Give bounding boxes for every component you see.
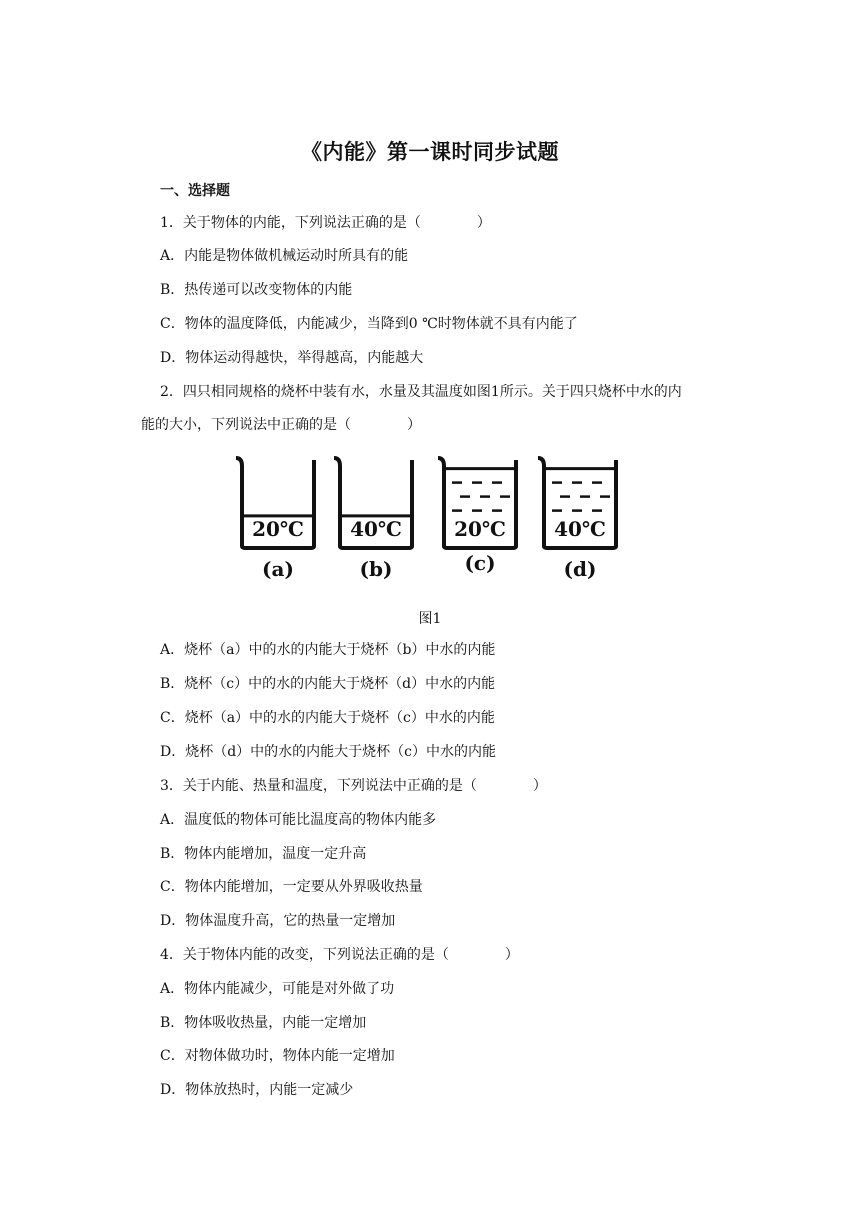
beaker-1 bbox=[236, 458, 314, 581]
document-title: 《内能》第一课时同步试题 bbox=[301, 140, 559, 164]
question-4-stem: 4．关于物体内能的改变，下列说法正确的是（ ） bbox=[160, 947, 519, 963]
beaker-temperature: 40℃ bbox=[554, 517, 606, 541]
question-3-option-c: C．物体内能增加，一定要从外界吸收热量 bbox=[160, 879, 423, 895]
beaker-temperature: 40℃ bbox=[350, 517, 402, 541]
question-2-option-a: A．烧杯（a）中的水的内能大于烧杯（b）中水的内能 bbox=[160, 642, 496, 658]
question-4-option-b: B．物体吸收热量，内能一定增加 bbox=[160, 1015, 367, 1031]
beaker-label: (b) bbox=[359, 557, 393, 581]
beaker-figure-svg bbox=[232, 448, 632, 593]
beaker-2 bbox=[334, 458, 412, 581]
question-1-stem: 1．关于物体的内能，下列说法正确的是（ ） bbox=[160, 215, 491, 231]
question-2-stem: 2．四只相同规格的烧杯中装有水，水量及其温度如图1所示。关于四只烧杯中水的内 bbox=[160, 384, 682, 400]
question-2-option-d: D．烧杯（d）中的水的内能大于烧杯（c）中水的内能 bbox=[160, 744, 497, 760]
beaker-label: (d) bbox=[563, 557, 597, 581]
question-3-option-a: A．温度低的物体可能比温度高的物体内能多 bbox=[160, 812, 437, 828]
question-4-option-a: A．物体内能减少，可能是对外做了功 bbox=[160, 981, 395, 997]
question-3-option-b: B．物体内能增加，温度一定升高 bbox=[160, 846, 367, 862]
question-1-option-b: B．热传递可以改变物体的内能 bbox=[160, 282, 353, 298]
beaker-label: (c) bbox=[464, 551, 496, 575]
section-heading: 一、选择题 bbox=[160, 183, 230, 199]
question-4-option-d: D．物体放热时，内能一定减少 bbox=[160, 1082, 354, 1098]
question-2-option-c: C．烧杯（a）中的水的内能大于烧杯（c）中水的内能 bbox=[160, 710, 495, 726]
beaker-4 bbox=[538, 458, 616, 581]
question-2-stem-continued: 能的大小，下列说法中正确的是（ ） bbox=[141, 417, 421, 433]
question-1-option-d: D．物体运动得越快，举得越高，内能越大 bbox=[160, 350, 424, 366]
figure-caption: 图1 bbox=[418, 611, 442, 627]
beaker-label: (a) bbox=[262, 557, 294, 581]
beaker-figure bbox=[232, 448, 632, 593]
beaker-temperature: 20℃ bbox=[252, 517, 304, 541]
question-3-option-d: D．物体温度升高，它的热量一定增加 bbox=[160, 913, 396, 929]
question-3-stem: 3．关于内能、热量和温度，下列说法中正确的是（ ） bbox=[160, 778, 547, 794]
question-1-option-a: A．内能是物体做机械运动时所具有的能 bbox=[160, 248, 409, 264]
question-2-option-b: B．烧杯（c）中的水的内能大于烧杯（d）中水的内能 bbox=[160, 676, 496, 692]
beaker-3 bbox=[438, 458, 516, 575]
question-4-option-c: C．对物体做功时，物体内能一定增加 bbox=[160, 1048, 395, 1064]
beaker-temperature: 20℃ bbox=[454, 517, 506, 541]
question-1-option-c: C．物体的温度降低，内能减少，当降到0 ℃时物体就不具有内能了 bbox=[160, 316, 578, 332]
